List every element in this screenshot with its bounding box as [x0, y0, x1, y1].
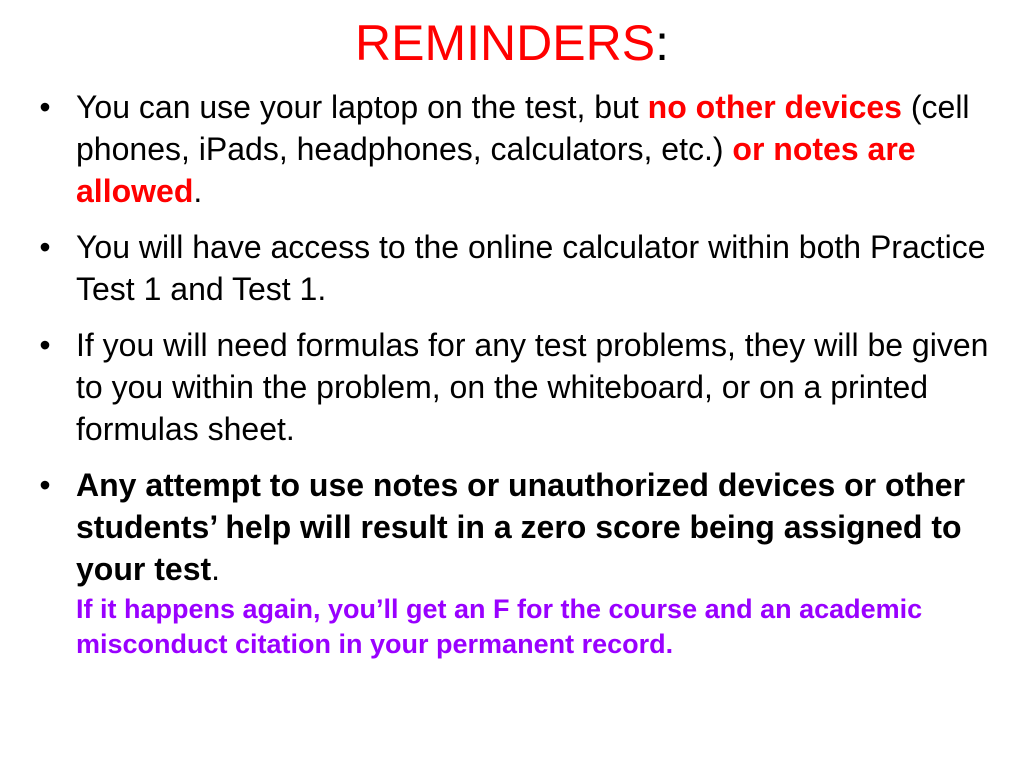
- bullet-calculator: [30, 226, 1010, 310]
- bullet-marker: •: [39, 327, 51, 363]
- bullet-marker: •: [39, 89, 51, 125]
- bullet-marker: •: [39, 229, 51, 265]
- reminders-list: [30, 86, 1010, 676]
- slide-title: [0, 10, 1024, 76]
- title-word: REMINDERS: [355, 15, 656, 71]
- bullet-formulas: [30, 324, 1010, 450]
- title-colon: :: [655, 15, 669, 71]
- bullet-text: If you will need formulas for any test problems, they will be given to you within the problem, on the whiteboard, or on a printed formulas sheet.: [76, 327, 989, 447]
- warning-period: .: [211, 551, 221, 587]
- emphasis-no-other-devices: no other devices: [647, 89, 902, 125]
- warning-text: Any attempt to use notes or unauthorized devices or other students’ help will result in a zero score being assigned to your test: [76, 467, 966, 587]
- bullet-misconduct-warning: [30, 464, 1010, 662]
- bullet-text: .: [193, 173, 203, 209]
- bullet-text: You will have access to the online calculator within both Practice Test 1 and Test 1.: [76, 229, 986, 307]
- repeat-offense-note: If it happens again, you’ll get an F for the course and an academic misconduct citation in your permanent record.: [76, 594, 923, 659]
- bullet-laptop-rule: [30, 86, 1010, 212]
- bullet-text: (cell phones, iPads, headphones, calculators, etc.): [76, 89, 970, 167]
- bullet-marker: •: [39, 467, 51, 503]
- emphasis-no-notes: or notes are allowed: [76, 131, 916, 209]
- bullet-text: You can use your laptop on the test, but: [76, 89, 648, 125]
